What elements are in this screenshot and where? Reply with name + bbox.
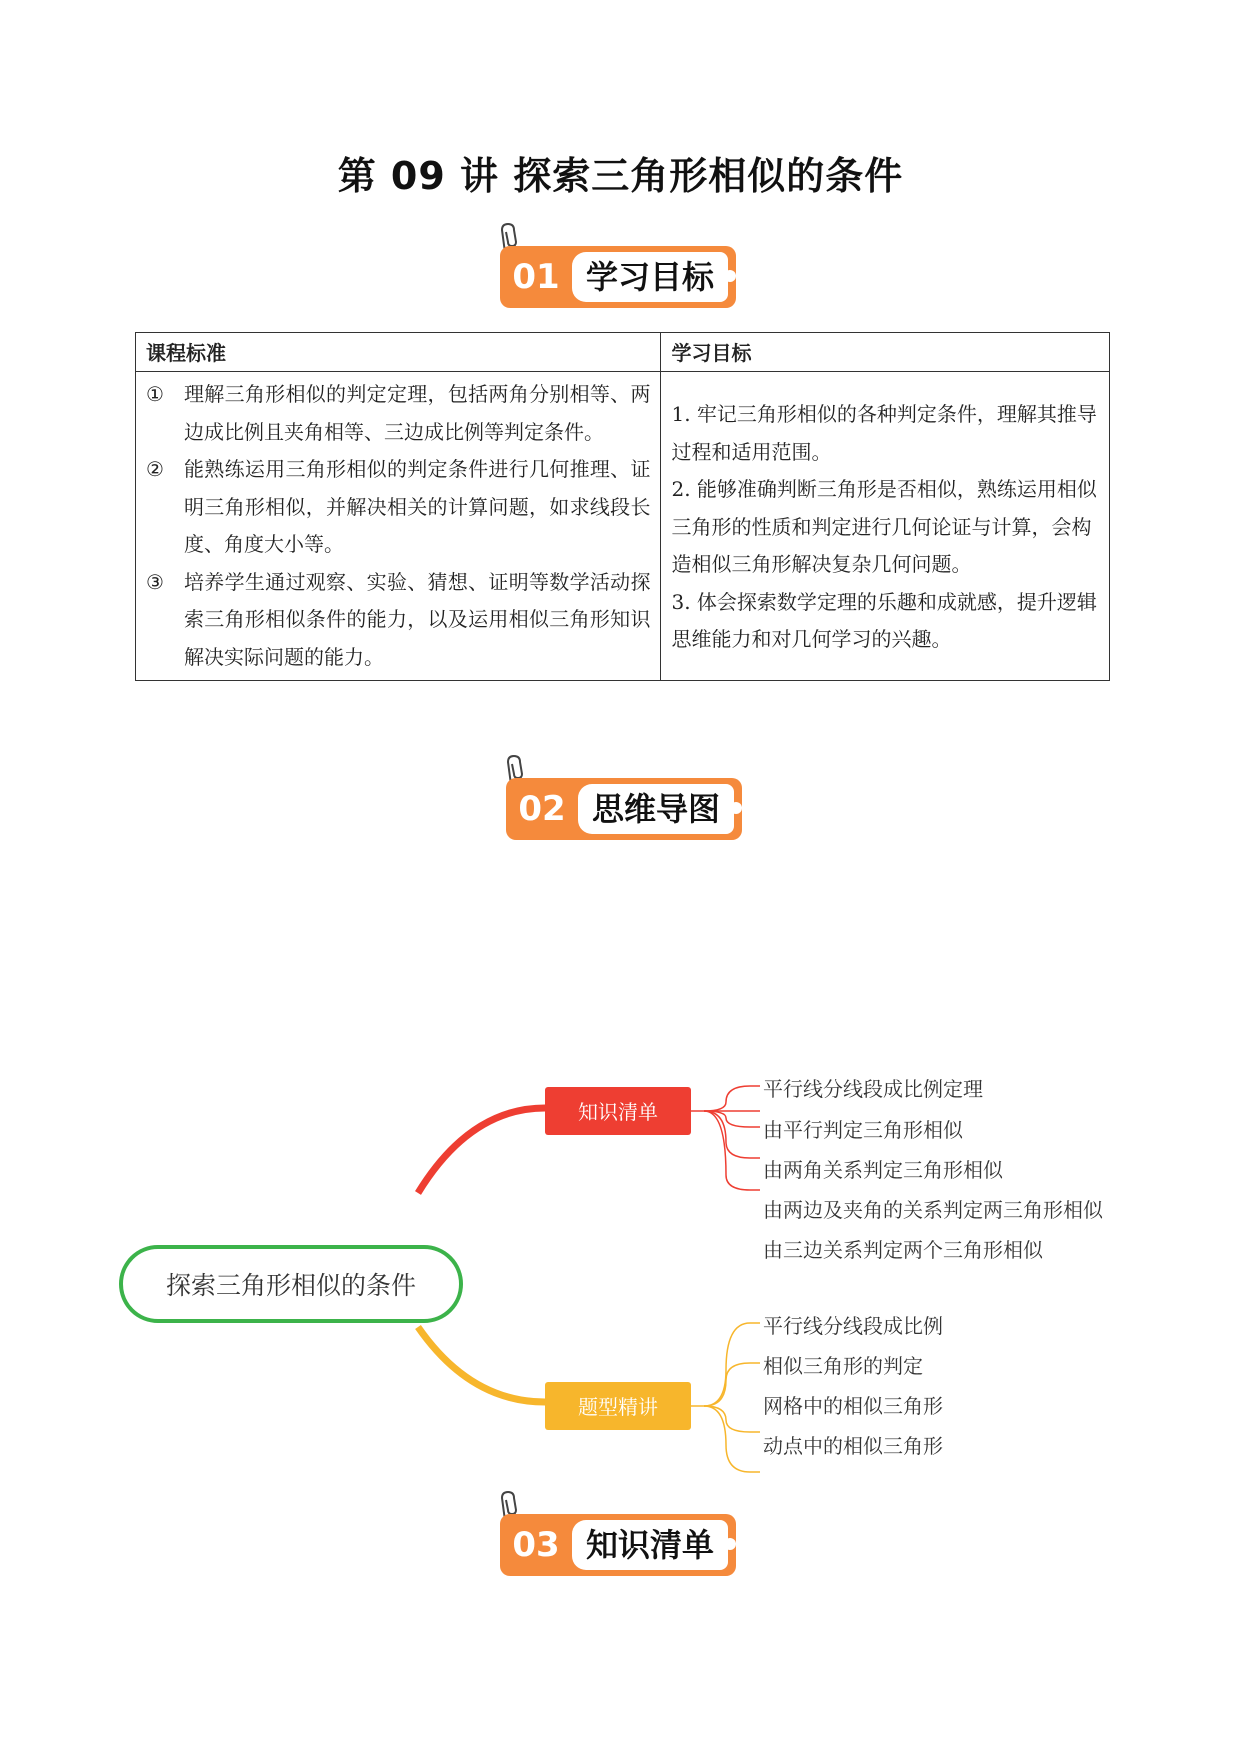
mind-map: [0, 1060, 1241, 1480]
leaf-item: 由三边关系判定两个三角形相似: [763, 1238, 1043, 1262]
section-badge-01: [500, 226, 750, 306]
objective-item: 3. 体会探索数学定理的乐趣和成就感，提升逻辑思维能力和对几何学习的兴趣。: [671, 589, 1097, 651]
objectives-cell: [661, 372, 1110, 681]
column-header-standards: 课程标准: [136, 333, 661, 372]
badge-dot: [724, 270, 736, 282]
root-label: 探索三角形相似的条件: [165, 1271, 417, 1300]
standard-text: 理解三角形相似的判定定理，包括两角分别相等、两边成比例且夹角相等、三边成比例等判定条件。: [184, 382, 651, 444]
page-title: 第 09 讲 探索三角形相似的条件: [337, 154, 904, 198]
branch-node-knowledge: [545, 1087, 691, 1135]
leaf-item: 相似三角形的判定: [763, 1354, 923, 1378]
objective-item: 1. 牢记三角形相似的各种判定条件，理解其推导过程和适用范围。: [671, 402, 1097, 464]
section-badge-02: [506, 758, 756, 838]
badge-number: 03: [512, 1525, 560, 1565]
learning-goals-table: [135, 332, 1110, 681]
badge-dot: [724, 1538, 736, 1550]
section-badge-03: [500, 1494, 750, 1574]
leaf-connectors-question-types: [704, 1323, 760, 1472]
standard-item: [146, 376, 650, 451]
leaf-list-knowledge: [763, 1077, 1104, 1262]
root-node: [121, 1247, 461, 1321]
leaf-item: 由两角关系判定三角形相似: [763, 1158, 1003, 1182]
standard-item: [146, 564, 650, 677]
leaf-item: 动点中的相似三角形: [763, 1434, 943, 1458]
badge-number: 01: [512, 257, 560, 297]
leaf-item: 平行线分线段成比例定理: [763, 1077, 983, 1101]
connector-knowledge: [418, 1108, 545, 1193]
standard-marker: ①: [146, 382, 164, 406]
leaf-item: 由两边及夹角的关系判定两三角形相似: [763, 1198, 1103, 1222]
standard-marker: ②: [146, 457, 164, 481]
leaf-connectors-knowledge: [704, 1086, 760, 1190]
badge-label: 学习目标: [572, 252, 728, 302]
leaf-item: 平行线分线段成比例: [763, 1314, 943, 1338]
badge-number: 02: [518, 789, 566, 829]
standard-text: 培养学生通过观察、实验、猜想、证明等数学活动探索三角形相似条件的能力，以及运用相似三角形知识解决实际问题的能力。: [184, 569, 651, 669]
leaf-list-question-types: [763, 1314, 943, 1458]
branch-node-question-types: [545, 1382, 691, 1430]
branch-label: 题型精讲: [578, 1395, 658, 1419]
column-header-objectives: 学习目标: [661, 333, 1110, 372]
objective-item: 2. 能够准确判断三角形是否相似，熟练运用相似三角形的性质和判定进行几何论证与计算，会构造相似三角形解决复杂几何问题。: [671, 477, 1097, 576]
standard-text: 能熟练运用三角形相似的判定条件进行几何推理、证明三角形相似，并解决相关的计算问题，如求线段长度、角度大小等。: [184, 457, 651, 556]
badge-label: 思维导图: [578, 784, 734, 834]
connector-question-types: [418, 1327, 545, 1402]
badge-label: 知识清单: [572, 1520, 728, 1570]
badge-dot: [730, 802, 742, 814]
leaf-item: 由平行判定三角形相似: [763, 1118, 963, 1142]
standards-cell: [136, 372, 661, 681]
leaf-item: 网格中的相似三角形: [763, 1394, 943, 1418]
branch-label: 知识清单: [578, 1100, 658, 1124]
standard-marker: ③: [146, 569, 164, 594]
standard-item: [146, 451, 650, 564]
